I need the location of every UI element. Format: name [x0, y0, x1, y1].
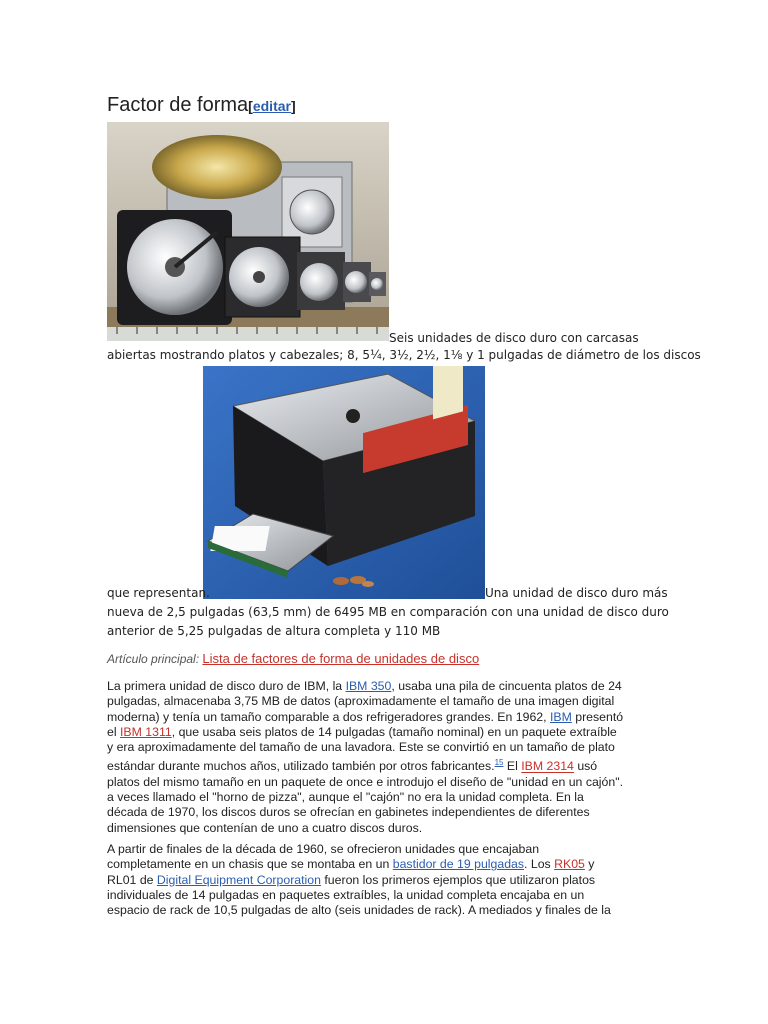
link-ibm-350[interactable]: IBM 350: [345, 679, 392, 693]
link-ibm-1311[interactable]: IBM 1311: [120, 724, 172, 739]
main-article-note: [107, 651, 479, 666]
section-heading: [107, 94, 296, 117]
footnote-15-link[interactable]: 15: [494, 758, 504, 768]
link-ibm-2314[interactable]: IBM 2314: [521, 759, 574, 774]
link-rk05[interactable]: RK05: [554, 857, 585, 872]
edit-link[interactable]: editar: [252, 98, 291, 114]
main-article-link[interactable]: Lista de factores de forma de unidades de disco: [202, 651, 480, 666]
hard-drives-illustration: [107, 122, 389, 341]
caption1-line3: que representan.: [107, 586, 210, 600]
caption2-line1: Una unidad de disco duro más: [485, 586, 668, 600]
edit-section: [editar]: [248, 98, 296, 114]
hard-drives-photo: [107, 122, 389, 341]
main-article-label: Artículo principal:: [107, 652, 200, 666]
caption1-line1: Seis unidades de disco duro con carcasas: [389, 331, 639, 345]
caption2-line3: anterior de 5,25 pulgadas de altura completa y 110 MB: [107, 624, 441, 638]
drive-comparison-photo: [203, 366, 485, 599]
link-19-inch-rack[interactable]: bastidor de 19 pulgadas: [392, 857, 525, 872]
link-ibm[interactable]: IBM: [549, 709, 572, 724]
drive-comparison-illustration: [203, 366, 485, 599]
paragraph-2: A partir de finales de la década de 1960, se ofrecieron unidades que encajaban completamente en un chasis que se montaba en un bastidor de 19 pulgadas. Los RK05 y RL01 de Digital Equipment Corporation fueron los primeros ejemplos que utilizaron platos individuales de 14 pulgadas en paquetes extraíbles, la unidad completa encajaba en un espacio de rack de 10,5 pulgadas de alto (seis unidades de rack). A mediados y finales de la: [107, 842, 611, 918]
caption2-line2: nueva de 2,5 pulgadas (63,5 mm) de 6495 MB en comparación con una unidad de disco duro: [107, 605, 669, 619]
section-title: Factor de forma: [107, 94, 249, 116]
caption1-line2: abiertas mostrando platos y cabezales; 8, 5¼, 3½, 2½, 1⅛ y 1 pulgadas de diámetro de los discos: [107, 348, 701, 362]
paragraph-1: La primera unidad de disco duro de IBM, la IBM 350, usaba una pila de cincuenta platos de 24 pulgadas, almacenaba 3,75 MB de datos (aproximadamente el tamaño de una imagen digital moderna) y tenía un tamaño comparable a dos refrigeradores grandes. En 1962, IBM presentó el IBM 1311, que usaba seis platos de 14 pulgadas (tamaño nominal) en un paquete extraíble y era aproximadamente del tamaño de una lavadora. Este se convirtió en un tamaño de plato estándar durante muchos años, utilizado también por otros fabricantes.$^{15}$ El IBM 2314 usó platos del mismo tamaño en un paquete de once e introdujo el diseño de "unidad en un cajón". a veces llamado el "horno de pizza", aunque el "cajón" no era la unidad completa. En la década de 1970, los discos duros se ofrecían en gabinetes independientes de diferentes dimensiones que contenían de uno a cuatro discos duros.: [107, 679, 624, 835]
link-dec[interactable]: Digital Equipment Corporation: [156, 872, 321, 887]
